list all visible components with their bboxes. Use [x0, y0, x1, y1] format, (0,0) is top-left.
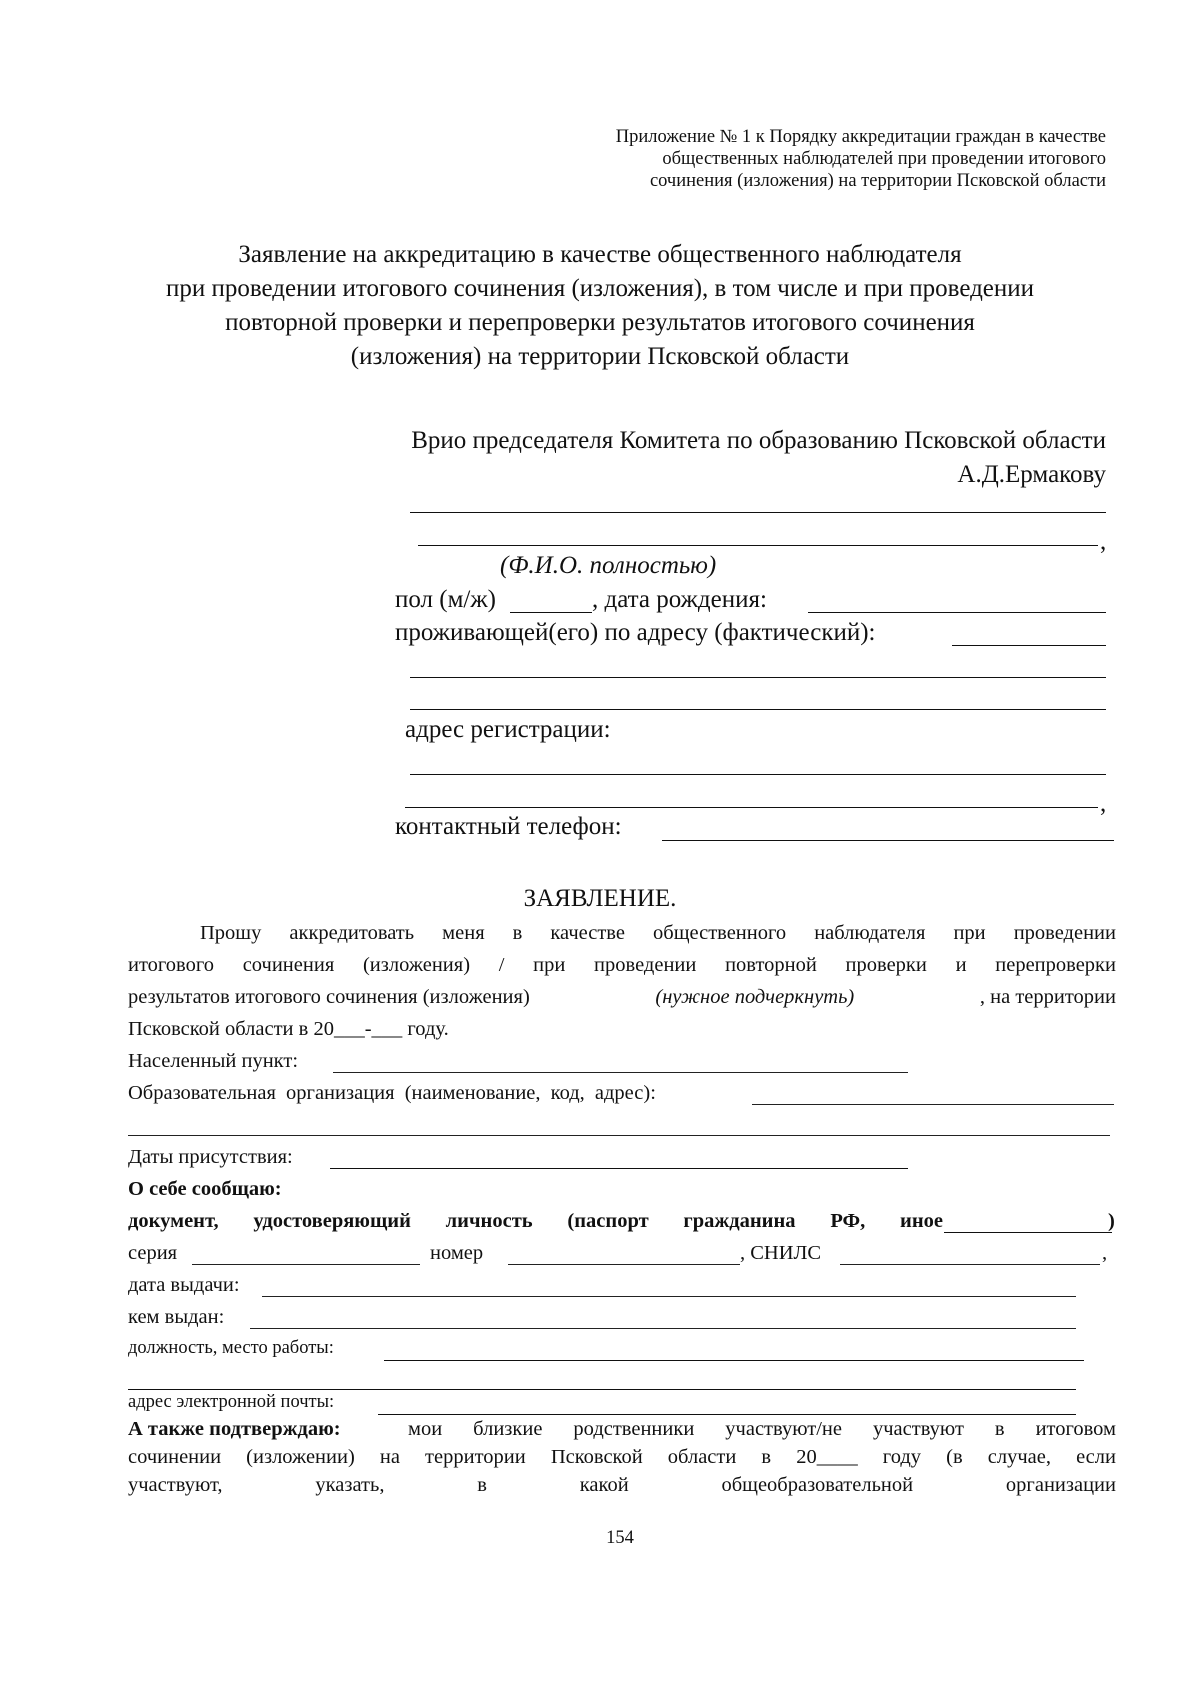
about-heading: О себе сообщаю:: [128, 1178, 282, 1200]
registration-field-2[interactable]: [405, 807, 1098, 808]
snils-field[interactable]: [840, 1264, 1100, 1265]
residence-label: проживающей(его) по адресу (фактический):: [395, 619, 876, 646]
confirm-line-1: [128, 1418, 1116, 1441]
appendix-line-3: сочинения (изложения) на территории Псковской области: [649, 171, 1106, 191]
sex-label: пол (м/ж): [395, 586, 496, 613]
statement-line-3: [128, 986, 1116, 1009]
issued-by-field[interactable]: [250, 1328, 1076, 1329]
statement-line-4: Псковской области в 20___-___ году.: [128, 1018, 449, 1040]
title-line-2: при проведении итогового сочинения (изложения), в том числе и при проведении: [165, 275, 1035, 302]
id-doc-other-field[interactable]: [944, 1232, 1112, 1233]
org-label: Образовательная организация (наименование, код, адрес):: [128, 1082, 656, 1104]
addressee-name: А.Д.Ермакову: [957, 461, 1106, 488]
fio-field-line-1[interactable]: [410, 512, 1106, 513]
email-field[interactable]: [378, 1414, 1076, 1415]
series-label: серия: [128, 1242, 178, 1264]
dates-label: Даты присутствия:: [128, 1146, 293, 1168]
confirm-line-3: участвуют, указать, в какой общеобразовательной организации: [128, 1474, 1116, 1496]
statement-line-2: итогового сочинения (изложения) / при проведении повторной проверки и перепроверки: [128, 954, 1116, 976]
statement-line-3-end: , на территории: [979, 986, 1116, 1008]
fio-field-line-2[interactable]: [418, 545, 1098, 546]
fio-comma: ,: [1100, 528, 1107, 555]
series-field[interactable]: [192, 1264, 420, 1265]
number-label: номер: [430, 1242, 484, 1264]
addressee-position: Врио председателя Комитета по образованию Псковской области: [411, 427, 1106, 454]
org-field-2[interactable]: [128, 1135, 1110, 1136]
position-field-1[interactable]: [384, 1360, 1084, 1361]
registration-comma: ,: [1100, 790, 1107, 817]
title-line-1: Заявление на аккредитацию в качестве общественного наблюдателя: [238, 241, 962, 268]
snils-comma: ,: [1102, 1242, 1108, 1264]
residence-field-1[interactable]: [952, 645, 1106, 646]
registration-field-1[interactable]: [410, 774, 1106, 775]
position-field-2[interactable]: [128, 1389, 1076, 1390]
title-line-4: (изложения) на территории Псковской области: [350, 343, 850, 370]
snils-label: , СНИЛС: [740, 1242, 822, 1264]
phone-field[interactable]: [662, 840, 1114, 841]
residence-field-2[interactable]: [410, 677, 1106, 678]
registration-label: адрес регистрации:: [405, 716, 611, 743]
confirm-line-2: сочинении (изложении) на территории Псковской области в 20____ году (в случае, если: [128, 1446, 1116, 1468]
fio-hint: (Ф.И.О. полностью): [500, 552, 717, 579]
appendix-line-2: общественных наблюдателей при проведении итогового: [662, 149, 1106, 169]
choose-hint: (нужное подчеркнуть): [655, 986, 855, 1008]
appendix-line-1: Приложение № 1 к Порядку аккредитации граждан в качестве: [615, 127, 1106, 147]
locality-label: Населенный пункт:: [128, 1050, 299, 1072]
confirm-bold: А также подтверждаю:: [128, 1418, 341, 1440]
id-doc-close: ): [1108, 1210, 1115, 1232]
dob-label: , дата рождения:: [592, 586, 767, 613]
dob-field[interactable]: [808, 612, 1106, 613]
phone-label: контактный телефон:: [395, 813, 622, 840]
residence-field-3[interactable]: [410, 709, 1106, 710]
email-label: адрес электронной почты:: [128, 1392, 335, 1412]
confirm-line-1-rest: мои близкие родственники участвуют/не участвуют в итоговом: [408, 1418, 1116, 1440]
issue-date-field[interactable]: [262, 1296, 1076, 1297]
locality-field[interactable]: [333, 1072, 908, 1073]
number-field[interactable]: [508, 1264, 740, 1265]
org-field-1[interactable]: [752, 1104, 1114, 1105]
issued-by-label: кем выдан:: [128, 1306, 225, 1328]
statement-line-3-text: результатов итогового сочинения (изложения): [128, 986, 530, 1008]
appendix-note: [616, 126, 1106, 192]
addressee: [411, 424, 1106, 492]
issue-date-label: дата выдачи:: [128, 1274, 240, 1296]
statement-line-1: Прошу аккредитовать меня в качестве общественного наблюдателя при проведении: [200, 922, 1116, 944]
statement-heading: ЗАЯВЛЕНИЕ.: [523, 885, 677, 912]
document-title: [94, 238, 1106, 374]
title-line-3: повторной проверки и перепроверки результатов итогового сочинения: [225, 309, 975, 336]
page-number: 154: [606, 1528, 634, 1548]
sex-field[interactable]: [510, 612, 592, 613]
position-label: должность, место работы:: [128, 1338, 334, 1358]
dates-field[interactable]: [330, 1168, 908, 1169]
id-doc-label: документ, удостоверяющий личность (паспорт гражданина РФ, иное: [128, 1210, 943, 1232]
